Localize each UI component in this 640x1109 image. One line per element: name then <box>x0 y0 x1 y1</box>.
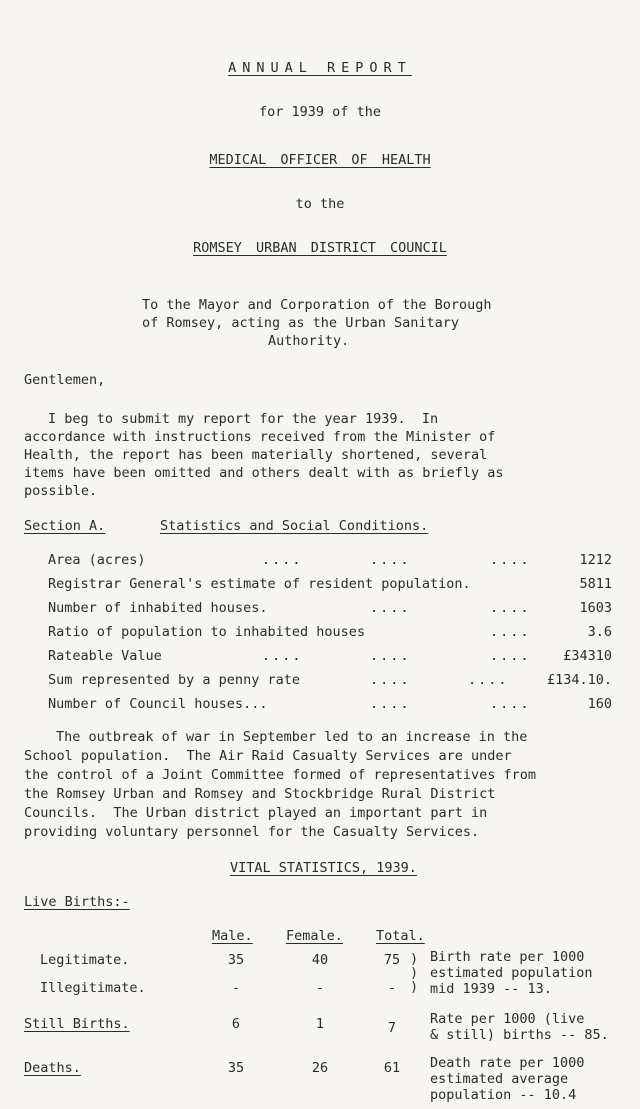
intro-line-3: Health, the report has been materially shortened, several <box>24 447 488 463</box>
stat-ratio-dots-1: .... <box>490 624 531 640</box>
address-line-1: To the Mayor and Corporation of the Borough <box>142 297 492 313</box>
intro-line-1: I beg to submit my report for the year 1939. In <box>48 411 439 427</box>
report-subtitle-year: for 1939 of the <box>259 104 381 120</box>
stat-council-houses-value: 160 <box>587 696 612 712</box>
war-line-1: The outbreak of war in September led to an increase in the <box>56 729 528 745</box>
address-line-3: Authority. <box>268 333 350 349</box>
section-title: Statistics and Social Conditions. <box>160 518 429 534</box>
row-deaths-male: 35 <box>227 1060 245 1076</box>
header-male: Male. <box>212 928 253 944</box>
stat-population-value: 5811 <box>579 576 612 592</box>
row-legitimate-label: Legitimate. <box>40 952 130 968</box>
intro-line-2: accordance with instructions received from the Minister of <box>24 429 496 445</box>
stat-ratio-value: 3.6 <box>587 624 612 640</box>
stat-penny-rate-label: Sum represented by a penny rate <box>48 672 300 688</box>
death-rate-note-2: estimated average <box>430 1071 569 1087</box>
stat-penny-rate-dots-2: .... <box>468 672 509 688</box>
row-still-births-label: Still Births. <box>24 1016 130 1032</box>
report-title: ANNUAL REPORT <box>228 60 412 76</box>
stat-council-houses-dots-2: .... <box>490 696 531 712</box>
row-deaths-female: 26 <box>311 1060 329 1076</box>
stat-area-dots-1: .... <box>262 552 303 568</box>
death-rate-note-3: population -- 10.4 <box>430 1087 577 1103</box>
still-rate-note-1: Rate per 1000 (live <box>430 1011 585 1027</box>
intro-line-4: items have been omitted and others dealt with as briefly as <box>24 465 504 481</box>
header-female: Female. <box>286 928 343 944</box>
still-rate-note-2: & still) births -- 85. <box>430 1027 609 1043</box>
section-label: Section A. <box>24 518 106 534</box>
report-subtitle-to: to the <box>295 196 345 212</box>
war-line-3: the control of a Joint Committee formed of representatives from <box>24 767 537 783</box>
death-rate-note-1: Death rate per 1000 <box>430 1055 585 1071</box>
stat-rateable-dots-3: .... <box>490 648 531 664</box>
stat-council-houses-label: Number of Council houses... <box>48 696 268 712</box>
birth-rate-brace: ) ) ) <box>410 951 419 995</box>
stat-council-houses-dots-1: .... <box>370 696 411 712</box>
row-illegitimate-female: - <box>315 980 325 996</box>
row-illegitimate-label: Illegitimate. <box>40 980 146 996</box>
stat-houses-dots-2: .... <box>490 600 531 616</box>
live-births-label: Live Births:- <box>24 894 130 910</box>
report-subtitle-council: ROMSEY URBAN DISTRICT COUNCIL <box>193 240 447 256</box>
stat-area-label: Area (acres) <box>48 552 146 568</box>
stat-rateable-dots-2: .... <box>370 648 411 664</box>
war-line-5: Councils. The Urban district played an important part in <box>24 805 488 821</box>
row-legitimate-female: 40 <box>311 952 329 968</box>
row-deaths-total: 61 <box>383 1060 401 1076</box>
stat-penny-rate-dots-1: .... <box>370 672 411 688</box>
birth-rate-note-3: mid 1939 -- 13. <box>430 981 552 997</box>
stat-houses-dots-1: .... <box>370 600 411 616</box>
header-total: Total. <box>376 928 425 944</box>
war-line-4: the Romsey Urban and Romsey and Stockbridge Rural District <box>24 786 496 802</box>
war-line-6: providing voluntary personnel for the Casualty Services. <box>24 824 480 840</box>
stat-penny-rate-value: £134.10. <box>546 672 612 688</box>
stat-rateable-dots-1: .... <box>262 648 303 664</box>
stat-area-dots-3: .... <box>490 552 531 568</box>
row-illegitimate-male: - <box>231 980 241 996</box>
row-illegitimate-total: - <box>387 980 397 996</box>
row-deaths-label: Deaths. <box>24 1060 81 1076</box>
vital-statistics-title: VITAL STATISTICS, 1939. <box>230 860 417 876</box>
stat-rateable-label: Rateable Value <box>48 648 162 664</box>
row-still-births-total: 7 <box>387 1020 397 1036</box>
intro-line-5: possible. <box>24 483 98 499</box>
row-still-births-male: 6 <box>231 1016 241 1032</box>
row-legitimate-total: 75 <box>383 952 401 968</box>
birth-rate-note-2: estimated population <box>430 965 593 981</box>
stat-population-label: Registrar General's estimate of resident population. <box>48 576 471 592</box>
row-still-births-female: 1 <box>315 1016 325 1032</box>
stat-rateable-value: £34310 <box>563 648 612 664</box>
stat-houses-label: Number of inhabited houses. <box>48 600 268 616</box>
stat-area-value: 1212 <box>579 552 612 568</box>
address-line-2: of Romsey, acting as the Urban Sanitary <box>142 315 459 331</box>
salutation: Gentlemen, <box>24 372 106 388</box>
stat-houses-value: 1603 <box>579 600 612 616</box>
birth-rate-note-1: Birth rate per 1000 <box>430 949 585 965</box>
stat-area-dots-2: .... <box>370 552 411 568</box>
stat-ratio-label: Ratio of population to inhabited houses <box>48 624 365 640</box>
row-legitimate-male: 35 <box>227 952 245 968</box>
war-line-2: School population. The Air Raid Casualty Services are under <box>24 748 512 764</box>
report-subtitle-officer: MEDICAL OFFICER OF HEALTH <box>209 152 431 168</box>
